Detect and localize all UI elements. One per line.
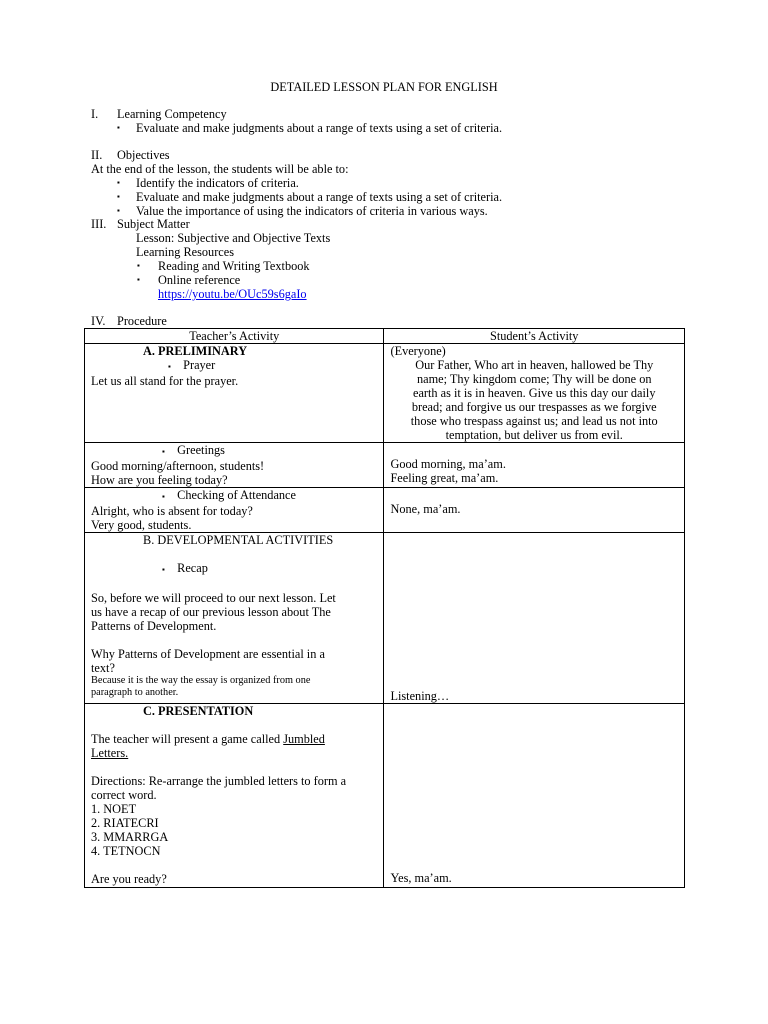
teacher-cell	[85, 488, 384, 533]
competency-item: Evaluate and make judgments about a range of texts using a set of criteria.	[136, 121, 503, 135]
bullet-icon: ▪	[117, 123, 120, 132]
table-row	[85, 704, 685, 888]
bullet-icon: ▪	[117, 206, 120, 215]
recap-answer: Because it is the way the essay is organized from one	[91, 675, 311, 686]
teacher-cell	[85, 344, 384, 443]
bullet-icon: ▪	[117, 178, 120, 187]
jumbled-word: 3. MMARRGA	[91, 830, 169, 844]
bullet-icon: ▪	[162, 492, 165, 501]
subject-heading: Subject Matter	[117, 217, 190, 231]
table-row	[85, 488, 685, 533]
subject-lesson: Lesson: Subjective and Objective Texts	[136, 231, 331, 245]
student-cell	[384, 488, 685, 533]
prayer-label: Prayer	[183, 358, 216, 372]
recap-line: us have a recap of our previous lesson about The	[91, 605, 331, 619]
greeting-line: How are you feeling today?	[91, 473, 228, 487]
procedure-table	[84, 328, 685, 888]
bullet-icon: ▪	[162, 565, 165, 574]
prayer-line: Our Father, Who art in heaven, hallowed be Thy	[415, 358, 654, 372]
student-activity-header: Student’s Activity	[384, 329, 685, 344]
recap-line: So, before we will proceed to our next lesson. Let	[91, 591, 336, 605]
objectives-intro: At the end of the lesson, the students will be able to:	[91, 162, 349, 176]
everyone-label: (Everyone)	[390, 344, 446, 358]
objectives-numeral: II.	[91, 148, 103, 162]
student-cell	[384, 533, 685, 704]
jumbled-word: 4. TETNOCN	[91, 844, 161, 858]
bullet-icon: ▪	[168, 362, 171, 371]
objective-item-1: Identify the indicators of criteria.	[136, 176, 299, 190]
game-intro: The teacher will present a game called	[91, 732, 284, 746]
jumbled-word: 2. RIATECRI	[91, 816, 159, 830]
student-cell	[384, 344, 685, 443]
objective-item-3: Value the importance of using the indicators of criteria in various ways.	[136, 204, 488, 218]
prayer-line: name; Thy kingdom come; Thy will be done on	[416, 372, 652, 386]
prayer-line: those who trespass against us; and lead us not into	[410, 414, 658, 428]
objective-item-2: Evaluate and make judgments about a range of texts using a set of criteria.	[136, 190, 503, 204]
prayer-line: bread; and forgive us our trespasses as we forgive	[411, 400, 657, 414]
preliminary-heading: A. PRELIMINARY	[143, 344, 248, 358]
resource-item-2: Online reference	[158, 273, 241, 287]
prayer-line: temptation, but deliver us from evil.	[445, 428, 623, 442]
objectives-heading: Objectives	[117, 148, 170, 162]
resources-label: Learning Resources	[136, 245, 234, 259]
page-title: DETAILED LESSON PLAN FOR ENGLISH	[270, 80, 498, 94]
directions-line: correct word.	[91, 788, 157, 802]
greeting-response: Good morning, ma’am.	[390, 457, 506, 471]
prayer-line: earth as it is in heaven. Give us this day our daily	[413, 386, 656, 400]
attendance-line: Alright, who is absent for today?	[91, 504, 253, 518]
recap-label: Recap	[177, 561, 208, 575]
attendance-label: Checking of Attendance	[177, 488, 296, 502]
table-header-row	[85, 329, 685, 344]
subject-numeral: III.	[91, 217, 107, 231]
teacher-cell	[85, 533, 384, 704]
listening-response: Listening…	[390, 689, 450, 703]
recap-answer: paragraph to another.	[91, 687, 179, 698]
bullet-icon: ▪	[137, 261, 140, 270]
resource-item-1: Reading and Writing Textbook	[158, 259, 310, 273]
recap-question: Why Patterns of Development are essential in a	[91, 647, 325, 661]
jumbled-word: 1. NOET	[91, 802, 137, 816]
bullet-icon: ▪	[137, 275, 140, 284]
table-row	[85, 533, 685, 704]
game-name-continued: Letters.	[91, 746, 129, 760]
recap-question: text?	[91, 661, 115, 675]
prayer-instruction: Let us all stand for the prayer.	[91, 374, 239, 388]
ready-question: Are you ready?	[91, 872, 167, 886]
greeting-line: Good morning/afternoon, students!	[91, 459, 265, 473]
online-reference-link[interactable]: https://youtu.be/OUc59s6gaIo	[158, 287, 307, 301]
procedure-heading: Procedure	[117, 314, 167, 328]
ready-response: Yes, ma’am.	[390, 871, 452, 885]
student-cell	[384, 443, 685, 488]
table-row	[85, 344, 685, 443]
presentation-heading: C. PRESENTATION	[143, 704, 254, 718]
competency-heading: Learning Competency	[117, 107, 227, 121]
attendance-line: Very good, students.	[91, 518, 192, 532]
bullet-icon: ▪	[117, 192, 120, 201]
student-cell	[384, 704, 685, 888]
teacher-cell	[85, 704, 384, 888]
directions-line: Directions: Re-arrange the jumbled letters to form a	[91, 774, 347, 788]
teacher-activity-header: Teacher’s Activity	[85, 329, 384, 344]
game-name: Jumbled	[283, 732, 325, 746]
bullet-icon: ▪	[162, 447, 165, 456]
procedure-numeral: IV.	[91, 314, 106, 328]
teacher-cell	[85, 443, 384, 488]
greeting-response: Feeling great, ma’am.	[390, 471, 499, 485]
recap-line: Patterns of Development.	[91, 619, 217, 633]
competency-numeral: I.	[91, 107, 99, 121]
table-row	[85, 443, 685, 488]
greetings-label: Greetings	[177, 443, 225, 457]
attendance-response: None, ma’am.	[390, 502, 461, 516]
developmental-heading: B. DEVELOPMENTAL ACTIVITIES	[143, 533, 334, 547]
